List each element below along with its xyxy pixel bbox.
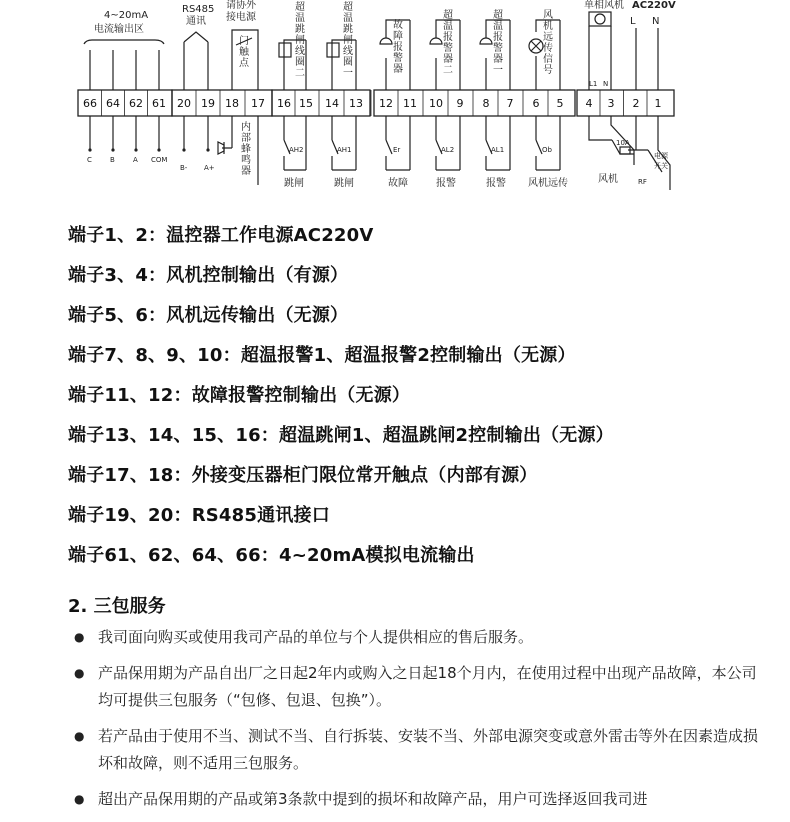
- terminal-number: 14: [325, 97, 339, 110]
- terminal-description: 端子3、4：风机控制输出（有源）: [68, 265, 349, 286]
- label-power-switch-2: 开关: [654, 162, 668, 170]
- terminal-number: 13: [349, 97, 363, 110]
- terminal-number: 64: [106, 97, 120, 110]
- service-bullet: ● 产品保用期为产品自出厂之日起2年内或购入之日起18个月内，在使用过程中出现产品故障，本公司均可提供三包服务（“包修、包退、包换”）。: [98, 660, 758, 714]
- label-B-minus: B-: [180, 164, 188, 172]
- terminal-description: 端子19、20：RS485通讯接口: [68, 505, 330, 526]
- service-bullet-list: [98, 624, 758, 822]
- terminal-number: 15: [299, 97, 313, 110]
- terminal-number: 62: [129, 97, 143, 110]
- label-alarm-b: 报警: [486, 178, 506, 189]
- terminal-number: 18: [225, 97, 239, 110]
- terminal-number: 19: [201, 97, 215, 110]
- terminal-description: 端子61、62、64、66：4~20mA模拟电流输出: [68, 545, 475, 566]
- terminal-number: 8: [482, 97, 490, 110]
- label-AL1: AL1: [491, 146, 505, 154]
- label-Er: Er: [393, 146, 401, 154]
- label-N: N: [652, 16, 660, 27]
- label-C: C: [87, 156, 92, 164]
- label-fault: 故障: [388, 178, 408, 189]
- label-current-output-2: 电流输出区: [94, 24, 144, 35]
- label-alarm2: 超温报警器二: [443, 10, 453, 76]
- service-bullet: ● 若产品由于使用不当、测试不当、自行拆装、安装不当、外部电源突变或意外雷击等外在因素造成损坏和故障，则不适用三包服务。: [98, 723, 758, 777]
- terminal-description: 端子17、18：外接变压器柜门限位常开触点（内部有源）: [68, 465, 538, 486]
- terminal-number: 5: [556, 97, 564, 110]
- label-door-contact: 门触点: [239, 36, 249, 69]
- label-single-phase-fan: 单相风机: [584, 0, 624, 11]
- label-buzzer: 内部蜂鸣器: [241, 122, 251, 177]
- label-Ob: Ob: [542, 146, 552, 154]
- label-fault-alarm: 故障报警器: [393, 20, 403, 75]
- terminal-number: 6: [532, 97, 540, 110]
- terminal-number: 7: [506, 97, 514, 110]
- terminal-number: 4: [585, 97, 593, 110]
- label-door-1: 请协外: [226, 0, 256, 11]
- terminal-number: 11: [403, 97, 417, 110]
- terminal-number: 17: [251, 97, 265, 110]
- label-N-fan: N: [603, 80, 609, 88]
- label-alarm-a: 报警: [436, 178, 456, 189]
- label-AH1: AH1: [337, 146, 352, 154]
- terminal-number: 66: [83, 97, 97, 110]
- label-B: B: [110, 156, 115, 164]
- terminal-number: 1: [654, 97, 662, 110]
- terminal-number: 3: [607, 97, 615, 110]
- label-door-2: 接电源: [226, 12, 256, 23]
- terminal-number: 20: [177, 97, 191, 110]
- service-bullet: ● 我司面向购买或使用我司产品的单位与个人提供相应的售后服务。: [98, 624, 758, 651]
- label-power-switch-1: 电源: [654, 152, 668, 160]
- terminal-description: 端子5、6：风机远传输出（无源）: [68, 305, 349, 326]
- service-bullet: ● 超出产品保用期的产品或第3条款中提到的损坏和故障产品，用户可选择返回我司进: [98, 786, 758, 813]
- terminal-description: 端子11、12：故障报警控制输出（无源）: [68, 385, 411, 406]
- terminal-number: 61: [152, 97, 166, 110]
- label-fan-remote: 风机远传信号: [543, 10, 553, 76]
- label-trip2-coil: 超温跳闸线圈二: [295, 2, 305, 79]
- label-AL2: AL2: [441, 146, 455, 154]
- label-rs485: RS485: [182, 4, 215, 15]
- terminal-description: 端子13、14、15、16：超温跳闸1、超温跳闸2控制输出（无源）: [68, 425, 614, 446]
- label-rf: RF: [638, 178, 647, 186]
- label-L: L: [630, 16, 636, 27]
- label-fuse: 10A: [616, 139, 630, 147]
- wiring-diagram: [0, 0, 790, 205]
- label-L1: L1: [589, 80, 598, 88]
- label-COM: COM: [151, 156, 168, 164]
- terminal-description-list: [68, 222, 614, 582]
- terminal-number: 12: [379, 97, 393, 110]
- label-current-output-1: 4~20mA: [104, 10, 149, 21]
- label-comm: 通讯: [186, 16, 206, 27]
- label-trip-b: 跳闸: [334, 178, 354, 189]
- terminal-number: 9: [456, 97, 464, 110]
- terminal-description: 端子7、8、9、10：超温报警1、超温报警2控制输出（无源）: [68, 345, 576, 366]
- label-A-plus: A+: [204, 164, 215, 172]
- terminal-number: 16: [277, 97, 291, 110]
- label-AH2: AH2: [289, 146, 304, 154]
- label-alarm1: 超温报警器一: [493, 10, 503, 76]
- label-fan: 风机: [598, 174, 618, 185]
- label-fan-remote-out: 风机远传: [528, 178, 568, 189]
- service-section-title: 2. 三包服务: [68, 596, 166, 617]
- label-ac220v: AC220V: [632, 0, 676, 11]
- label-trip1-coil: 超温跳闸线圈一: [343, 2, 353, 79]
- terminal-number: 10: [429, 97, 443, 110]
- label-A: A: [133, 156, 138, 164]
- terminal-number: 2: [632, 97, 640, 110]
- label-trip-a: 跳闸: [284, 178, 304, 189]
- terminal-description: 端子1、2：温控器工作电源AC220V: [68, 225, 374, 246]
